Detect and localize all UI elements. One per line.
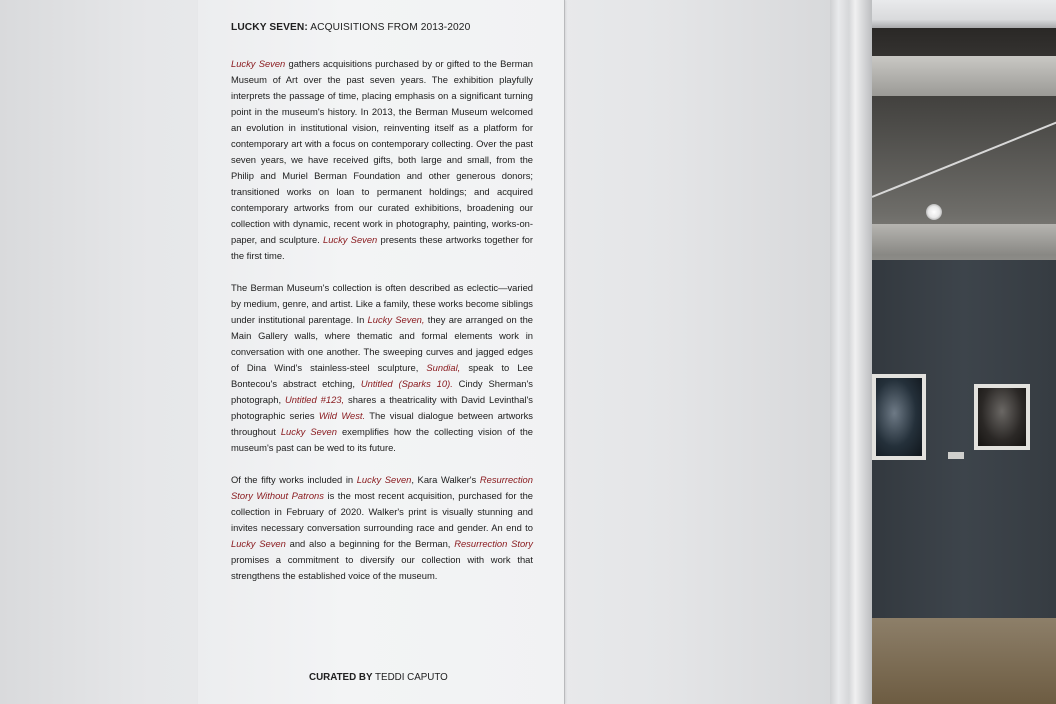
curator-credit — [309, 672, 448, 683]
body-text: and also a beginning for the Berman, — [285, 538, 455, 549]
panel-title — [231, 22, 533, 33]
framed-artwork-right — [974, 384, 1030, 450]
body-text: gathers acquisitions purchased by or gifted to the Berman Museum of Art over the past seven years. The exhibition playfully interprets the passage of time, placing emphasis on a significant turning point in the museum's history. In 2013, the Berman Museum welcomed an evolution in institutional vision, reinventing itself as a platform for contemporary art with a focus on contemporary collecting. Over the past seven years, we have received gifts, both large and small, from the Philip and Muriel Berman Foundation and other generous donors; transitioned works on loan to permanent holdings; and acquired contemporary artworks from our curated exhibitions, broadening our collection with dynamic, recent work in photography, painting, works-on-paper, and sculpture. — [231, 58, 533, 245]
artwork-title-text: Lucky Seven — [231, 538, 286, 549]
artwork-title-text: Lucky Seven — [322, 234, 378, 245]
doorway-lintel — [845, 0, 1056, 28]
framed-artwork-left — [872, 374, 926, 460]
adjacent-gallery-room — [872, 28, 1056, 704]
paragraph-3 — [231, 472, 533, 584]
ceiling-soffit — [872, 224, 1056, 254]
artwork-title-text: Untitled (Sparks 10). — [360, 378, 453, 389]
artwork-title-text: Untitled #123, — [284, 394, 345, 405]
body-text: The visual dialogue between artworks throughout — [231, 410, 533, 437]
artwork-title-text: Lucky Seven — [231, 58, 286, 69]
ceiling-beam — [872, 56, 1056, 96]
body-text: presents these artworks together for the first time. — [231, 234, 533, 261]
curated-by-label: CURATED BY — [309, 672, 373, 683]
curator-name: TEDDI CAPUTO — [372, 672, 448, 683]
panel-title-rest: ACQUISITIONS FROM 2013-2020 — [307, 22, 471, 33]
panel-text-block — [231, 22, 533, 600]
body-text: exemplifies how the collecting vision of the museum's past can be wed to its future. — [231, 426, 534, 453]
artwork-title-text: Wild West. — [318, 410, 366, 421]
body-text: promises a commitment to diversify our collection with work that strengthens the established voice of the museum. — [231, 554, 533, 581]
body-text: shares a theatricality with David Levinthal's photographic series — [231, 394, 533, 421]
body-text: they are arranged on the Main Gallery walls, where thematic and formal elements work in conversation with one another. The sweeping curves and jagged edges of Dina Wind's stainless-steel sculpture, — [231, 314, 533, 373]
spotlight-icon — [926, 204, 942, 220]
artwork-wall-label — [948, 452, 964, 459]
body-text: , Kara Walker's — [411, 474, 480, 485]
artwork-title-text: Resurrection Story — [454, 538, 533, 549]
panel-title-bold: LUCKY SEVEN: — [231, 22, 308, 33]
artwork-title-text: Resurrection Story Without Patrons — [231, 474, 533, 501]
artwork-title-text: Sundial, — [426, 362, 461, 373]
doorway-frame — [830, 0, 872, 704]
body-text: speak to Lee Bontecou's abstract etching, — [231, 362, 533, 389]
body-text: Of the fifty works included in — [231, 474, 357, 485]
artwork-title-text: Lucky Seven — [280, 426, 337, 437]
artwork-title-text: Lucky Seven — [356, 474, 412, 485]
paragraph-2 — [231, 280, 533, 456]
artwork-title-text: Lucky Seven, — [367, 314, 425, 325]
body-text: is the most recent acquisition, purchased for the collection in February of 2020. Walker's print is visually stunning and invites necessary conversation surrounding race and gender. An end to — [231, 490, 533, 533]
paragraph-1 — [231, 56, 533, 264]
gallery-floor — [872, 618, 1056, 704]
body-text: Cindy Sherman's photograph, — [231, 378, 533, 405]
body-text: The Berman Museum's collection is often described as eclectic—varied by medium, genre, and artist. Like a family, these works become siblings under institutional parentage. In — [231, 282, 533, 325]
